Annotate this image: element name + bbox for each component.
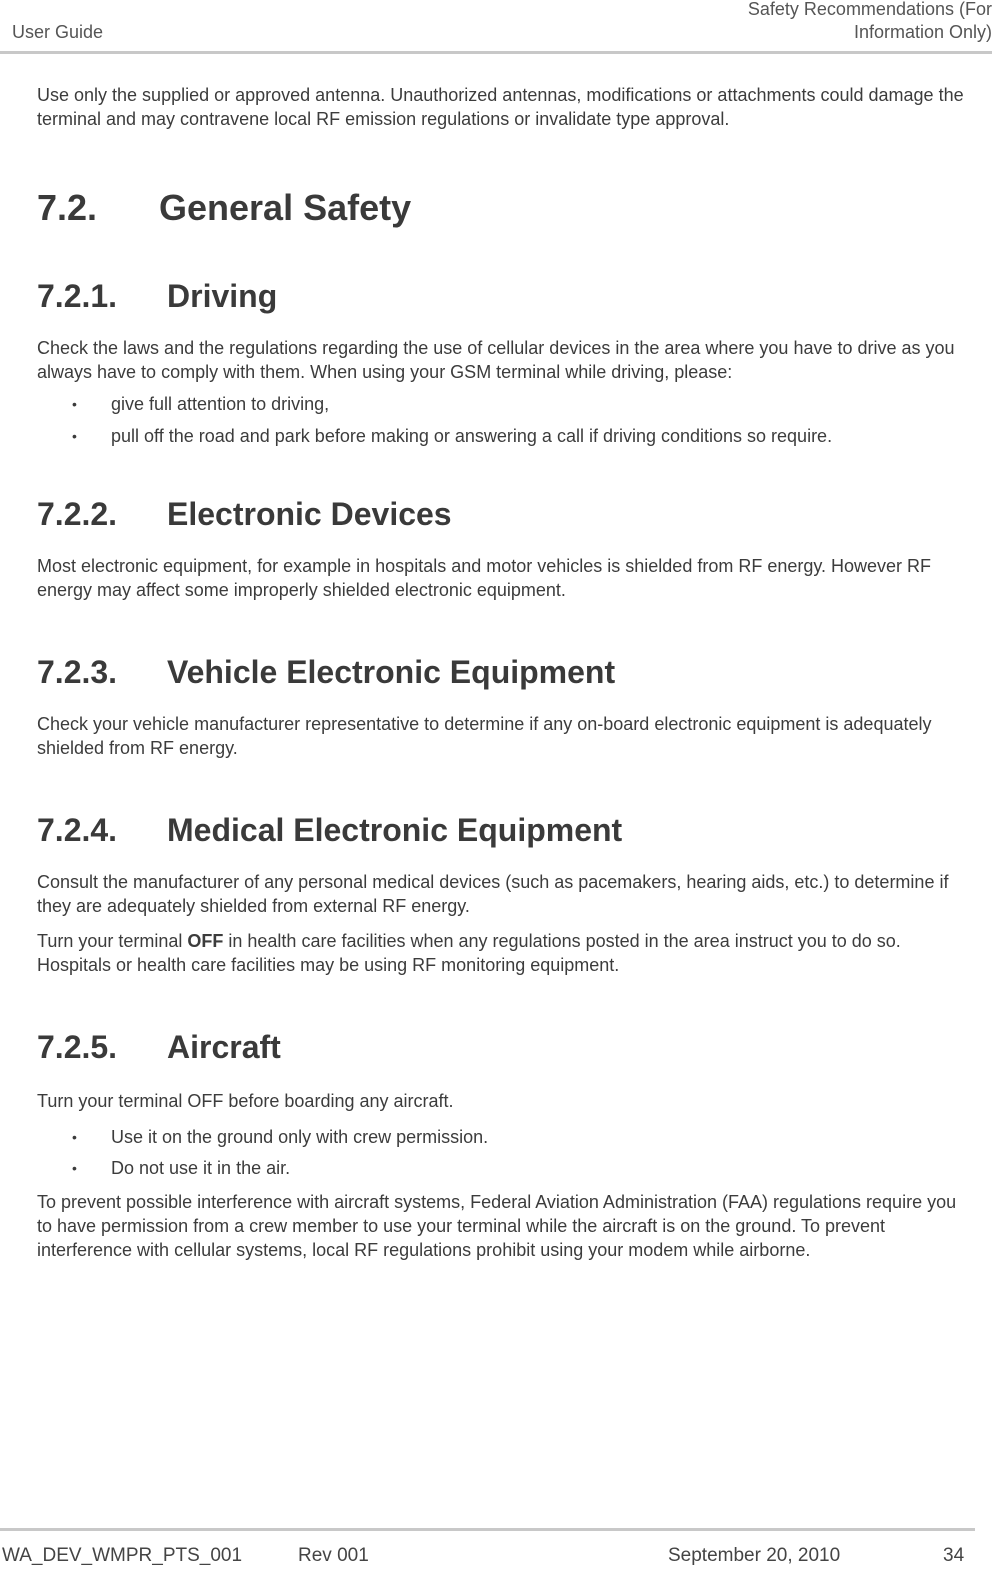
list-item [37, 392, 972, 416]
aircraft-paragraph-2: To prevent possible interference with aircraft systems, Federal Aviation Administration (FAA) regulations require you to have permission from a crew member to use your terminal while the aircraft is on the ground. To prevent interference with cellular systems, local RF regulations prohibit using your modem while airborne. [37, 1192, 957, 1260]
subsection-number: 7.2.3. [37, 654, 118, 690]
aircraft-paragraph-1: Turn your terminal OFF before boarding any aircraft. [37, 1091, 454, 1111]
intro-paragraph: Use only the supplied or approved antenna. Unauthorized antennas, modifications or attachments could damage the terminal and may contravene local RF emission regulations or invalidate type approval. [37, 85, 964, 129]
aircraft-bullet-list [37, 1125, 972, 1180]
list-item [37, 424, 972, 448]
subsection-heading-electronic-devices [37, 494, 972, 534]
bullet-icon: • [72, 1160, 77, 1176]
section-number: 7.2. [37, 187, 98, 228]
header-chapter-title [748, 0, 992, 44]
medical-paragraph-2 [37, 929, 972, 977]
subsection-title: Driving [167, 278, 278, 314]
header-doc-type: User Guide [12, 22, 104, 42]
medical-text-lead: Turn your terminal [37, 931, 188, 951]
subsection-heading-aircraft [37, 1027, 972, 1067]
off-emphasis: OFF [187, 931, 224, 951]
subsection-number: 7.2.1. [37, 278, 118, 314]
subsection-title: Aircraft [167, 1029, 281, 1065]
page-footer [0, 1545, 1002, 1569]
subsection-heading-vehicle-electronic-equipment [37, 652, 972, 692]
subsection-heading-driving [37, 276, 972, 316]
list-item [37, 1125, 972, 1149]
subsection-number: 7.2.4. [37, 812, 118, 848]
footer-divider [0, 1528, 975, 1531]
bullet-icon: • [72, 1129, 77, 1145]
list-item-text: give full attention to driving, [111, 394, 330, 414]
footer-revision: Rev 001 [298, 1545, 369, 1566]
page-content [37, 83, 972, 1262]
section-heading-general-safety [37, 186, 972, 230]
list-item-text: Use it on the ground only with crew permission. [111, 1127, 489, 1147]
header-divider [0, 51, 992, 54]
header-chapter-line-2: Information Only) [853, 22, 992, 42]
bullet-icon: • [72, 396, 77, 412]
list-item [37, 1156, 972, 1180]
bullet-icon: • [72, 428, 77, 444]
driving-bullet-list [37, 392, 972, 448]
header-chapter-line-1: Safety Recommendations (For [747, 0, 992, 19]
list-item-text: Do not use it in the air. [111, 1158, 291, 1178]
medical-text-rest: in health care facilities when any regulations posted in the area instruct you to do so. Hospitals or health care facilities may be using RF monitoring equipment. [37, 931, 901, 975]
driving-paragraph: Check the laws and the regulations regarding the use of cellular devices in the area where you have to drive as you always have to comply with them. When using your GSM terminal while driving, please: [37, 338, 955, 382]
subsection-title: Medical Electronic Equipment [167, 812, 623, 848]
footer-page-number: 34 [943, 1545, 965, 1566]
subsection-number: 7.2.5. [37, 1029, 118, 1065]
subsection-title: Electronic Devices [167, 496, 452, 532]
medical-paragraph-1: Consult the manufacturer of any personal medical devices (such as pacemakers, hearing aids, etc.) to determine if they are adequately shielded from external RF energy. [37, 872, 949, 916]
subsection-heading-medical-electronic-equipment [37, 810, 972, 850]
footer-date: September 20, 2010 [668, 1545, 841, 1566]
page-header [0, 0, 1002, 54]
section-title: General Safety [159, 187, 412, 228]
electronic-devices-paragraph: Most electronic equipment, for example in hospitals and motor vehicles is shielded from RF energy. However RF energy may affect some improperly shielded electronic equipment. [37, 556, 932, 600]
subsection-number: 7.2.2. [37, 496, 118, 532]
vehicle-paragraph: Check your vehicle manufacturer representative to determine if any on-board electronic equipment is adequately shielded from RF energy. [37, 714, 932, 758]
list-item-text: pull off the road and park before making or answering a call if driving conditions so require. [111, 426, 833, 446]
footer-doc-id: WA_DEV_WMPR_PTS_001 [2, 1545, 243, 1566]
subsection-title: Vehicle Electronic Equipment [167, 654, 616, 690]
